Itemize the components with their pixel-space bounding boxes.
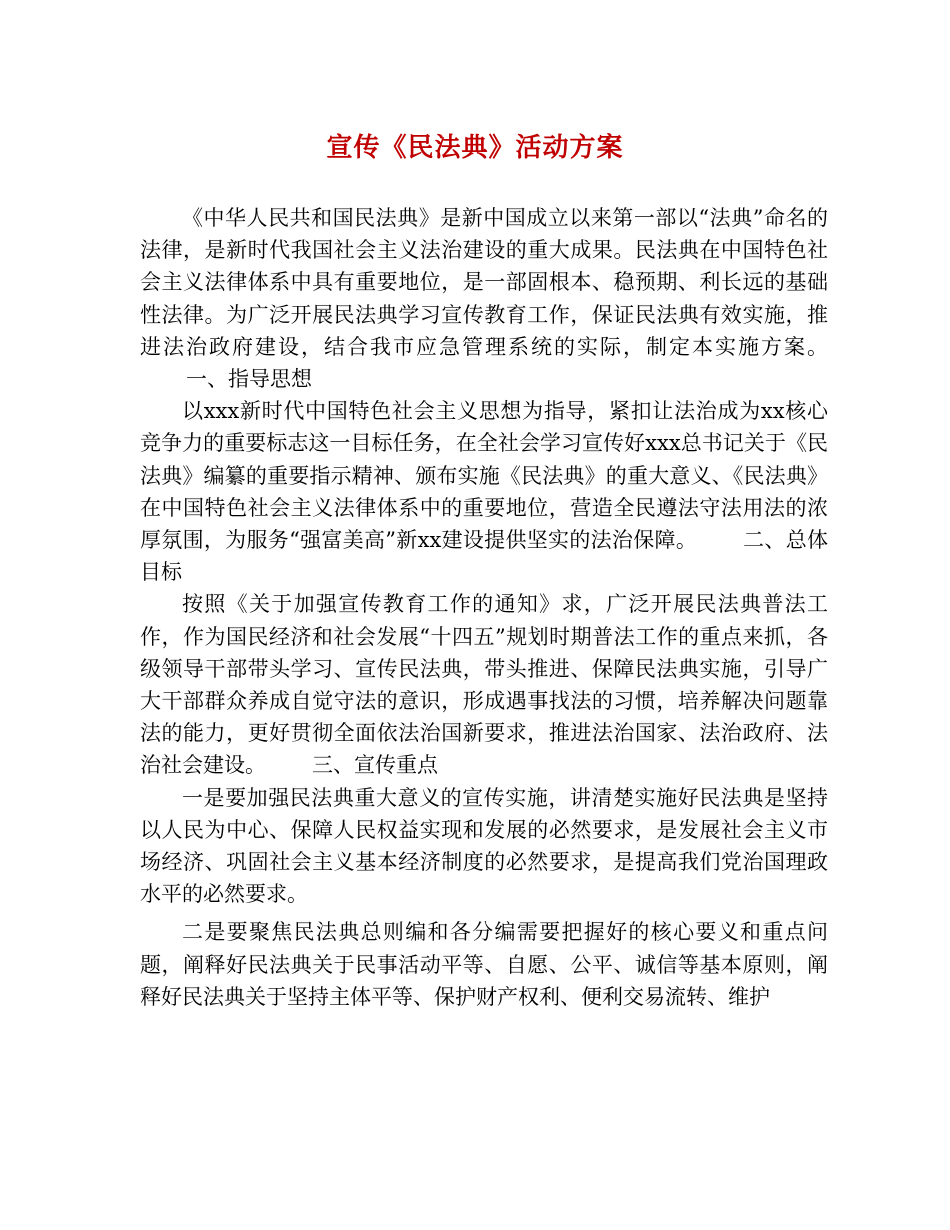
- paragraph-text: 二是要聚焦民法典总则编和各分编需要把握好的核心要义和重点问题，阐释好民法典关于民事活动平等、自愿、公平、诚信等基本原则，阐释好民法典关于坚持主体平等、保护财产权利、便利交易流转、维护: [140, 920, 828, 1009]
- section-heading-overall-goal: 二、总体目标: [140, 528, 829, 585]
- document-title: 宣传《民法典》活动方案: [326, 133, 624, 163]
- paragraph-text: 按照《关于加强宣传教育工作的通知》求，广泛开展民法典普法工作，作为国民经济和社会发展“十四五”规划时期普法工作的重点来抓，各级领导干部带头学习、宣传民法典，带头推进、保障民法典实施，引导广大干部群众养成自觉守法的意识，形成遇事找法的习惯，培养解决问题靠法的能力，更好贯彻全面依法治国新要求，推进法治国家、法治政府、法治社会建设。: [140, 592, 828, 778]
- document-body: [140, 202, 828, 1013]
- paragraph-text: 一是要加强民法典重大意义的宣传实施，讲清楚实施好民法典是坚持以人民为中心、保障人民权益实现和发展的必然要求，是发展社会主义市场经济、巩固社会主义基本经济制度的必然要求，是提高我们党治国理政水平的必然要求。: [140, 785, 828, 907]
- paragraph-focus-two: [140, 916, 828, 1013]
- section-heading-guiding-ideology: 一、指导思想: [186, 367, 312, 392]
- paragraph-preamble: [140, 202, 828, 395]
- section-heading-publicity-focus: 三、宣传重点: [312, 753, 438, 778]
- paragraph-text: 以xxx新时代中国特色社会主义思想为指导，紧扣让法治成为xx核心竞争力的重要标志这一目标任务，在全社会学习宣传好xxx总书记关于《民法典》编纂的重要指示精神、颁布实施《民法典》的重大意义、《民法典》在中国特色社会主义法律体系中的重要地位，营造全民遵法守法用法的浓厚氛围，为服务“强富美高”新xx建设提供坚实的法治保障。: [140, 399, 828, 553]
- paragraph-text: 《中华人民共和国民法典》是新中国成立以来第一部以“法典”命名的法律，是新时代我国社会主义法治建设的重大成果。民法典在中国特色社会主义法律体系中具有重要地位，是一部固根本、稳预期、利长远的基础性法律。为广泛开展民法典学习宣传教育工作，保证民法典有效实施，推进法治政府建设，结合我市应急管理系统的实际，制定本实施方案。: [140, 206, 828, 359]
- paragraph-overall-goal: [140, 588, 828, 781]
- paragraph-guiding-ideology: [140, 395, 828, 588]
- paragraph-focus-one: [140, 782, 828, 911]
